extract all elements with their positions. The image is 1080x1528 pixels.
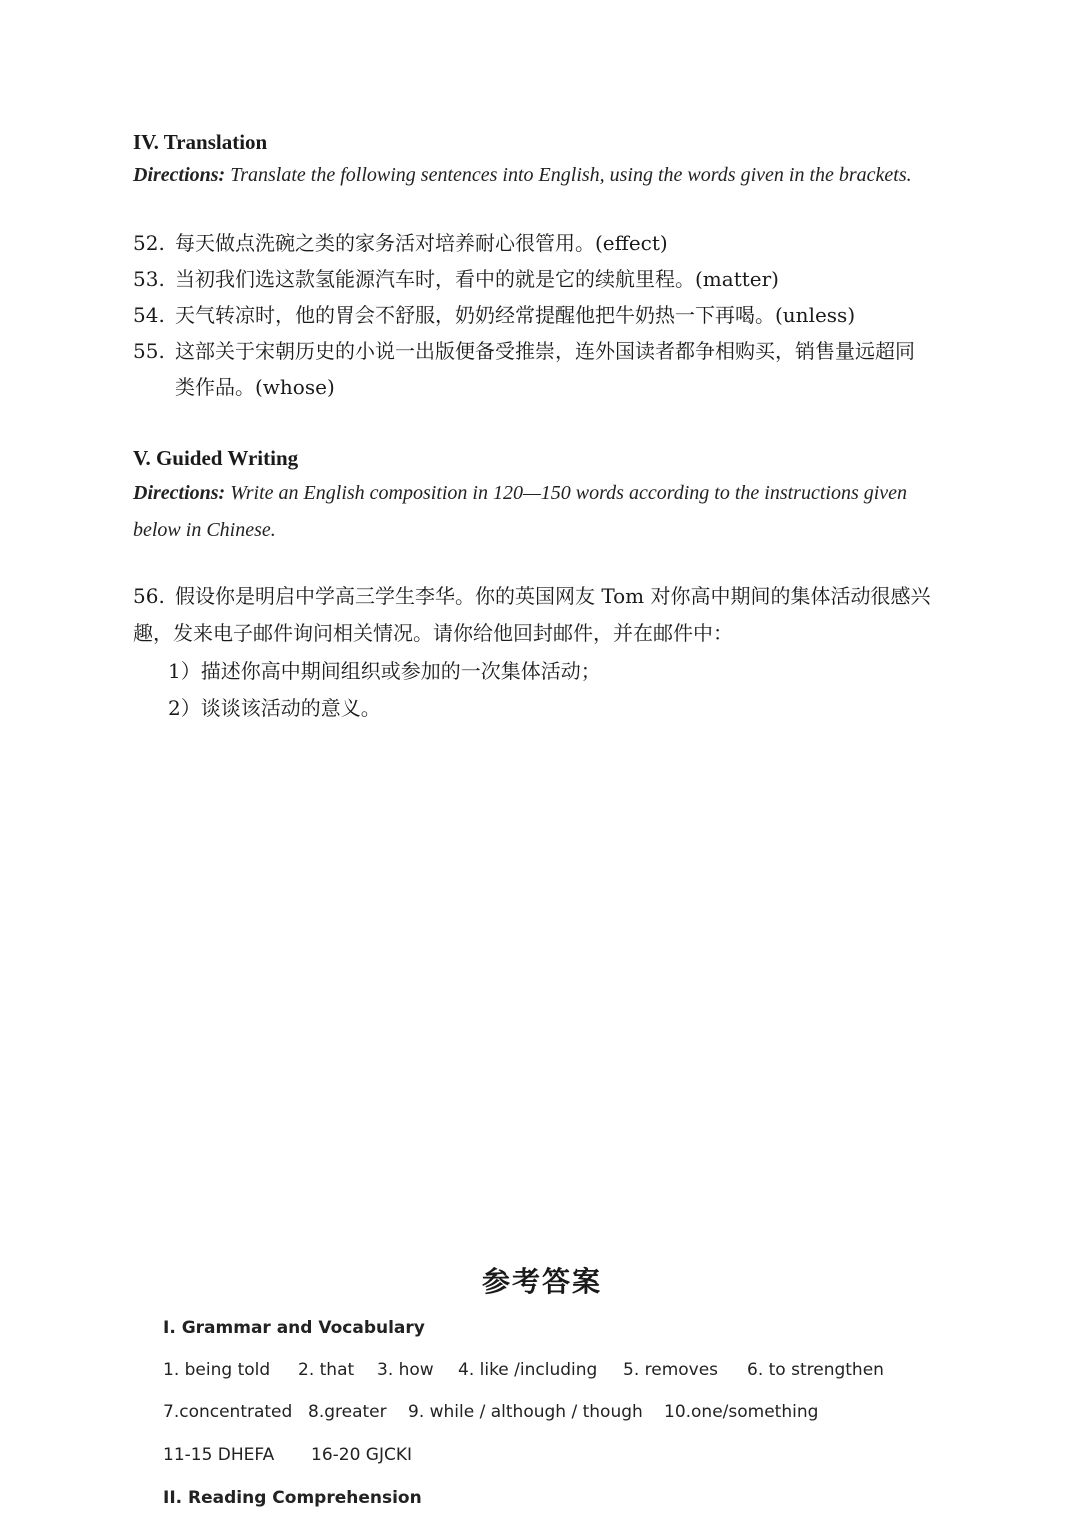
item-text: 每天做点洗碗之类的家务活对培养耐心很管用。(effect) [175,231,668,255]
answer-16-20: 16-20 GJCKI [311,1445,413,1465]
answers-section-grammar: I. Grammar and Vocabulary [163,1318,425,1338]
item-text: 天气转凉时，他的胃会不舒服，奶奶经常提醒他把牛奶热一下再喝。(unless) [175,303,856,327]
item-number: 54. [133,303,165,327]
item-text: 假设你是明启中学高三学生李华。你的英国网友 Tom 对你高中期间的集体活动很感兴 [175,584,931,608]
translation-item-52 [133,227,668,256]
item-text: 这部关于宋朝历史的小说一出版便备受推崇，连外国读者都争相购买，销售量远超同 [175,339,915,363]
answer-7: 7.concentrated [163,1402,293,1422]
directions-text: Translate the following sentences into English, using the words given in the brackets. [230,164,912,186]
item-number: 52. [133,231,165,255]
answer-1: 1. being told [163,1360,271,1380]
answer-9: 9. while / although / though [408,1402,643,1422]
answer-4: 4. like /including [458,1360,598,1380]
directions-label: Directions: [133,482,226,504]
answer-10: 10.one/something [664,1402,819,1422]
translation-item-55-cont: 类作品。(whose) [175,375,335,399]
answer-6: 6. to strengthen [747,1360,884,1380]
answer-11-15: 11-15 DHEFA [163,1445,275,1465]
answers-title: 参考答案 [482,1265,603,1298]
translation-item-54 [133,299,855,328]
directions-text: Write an English composition in 120—150 words according to the instructions given [230,482,908,504]
item-number: 56. [133,584,165,608]
item-number: 55. [133,339,165,363]
answers-section-reading: II. Reading Comprehension [163,1488,422,1508]
writing-heading: V. Guided Writing [133,446,299,470]
translation-item-53 [133,263,779,292]
item-text: 当初我们选这款氢能源汽车时，看中的就是它的续航里程。(matter) [175,267,779,291]
answer-5: 5. removes [623,1360,719,1380]
answer-8: 8.greater [308,1402,387,1422]
writing-point-1: 1）描述你高中期间组织或参加的一次集体活动； [168,659,601,683]
translation-heading: IV. Translation [133,130,268,154]
writing-directions-cont: below in Chinese. [133,519,276,541]
translation-directions [133,164,912,187]
writing-item-56-cont: 趣，发来电子邮件询问相关情况。请你给他回封邮件，并在邮件中： [133,621,733,645]
answer-2: 2. that [298,1360,355,1380]
translation-item-55 [133,335,915,364]
answer-3: 3. how [377,1360,434,1380]
writing-directions [133,482,907,505]
item-number: 53. [133,267,165,291]
directions-label: Directions: [133,164,226,186]
writing-point-2: 2）谈谈该活动的意义。 [168,696,381,720]
writing-item-56 [133,580,931,609]
